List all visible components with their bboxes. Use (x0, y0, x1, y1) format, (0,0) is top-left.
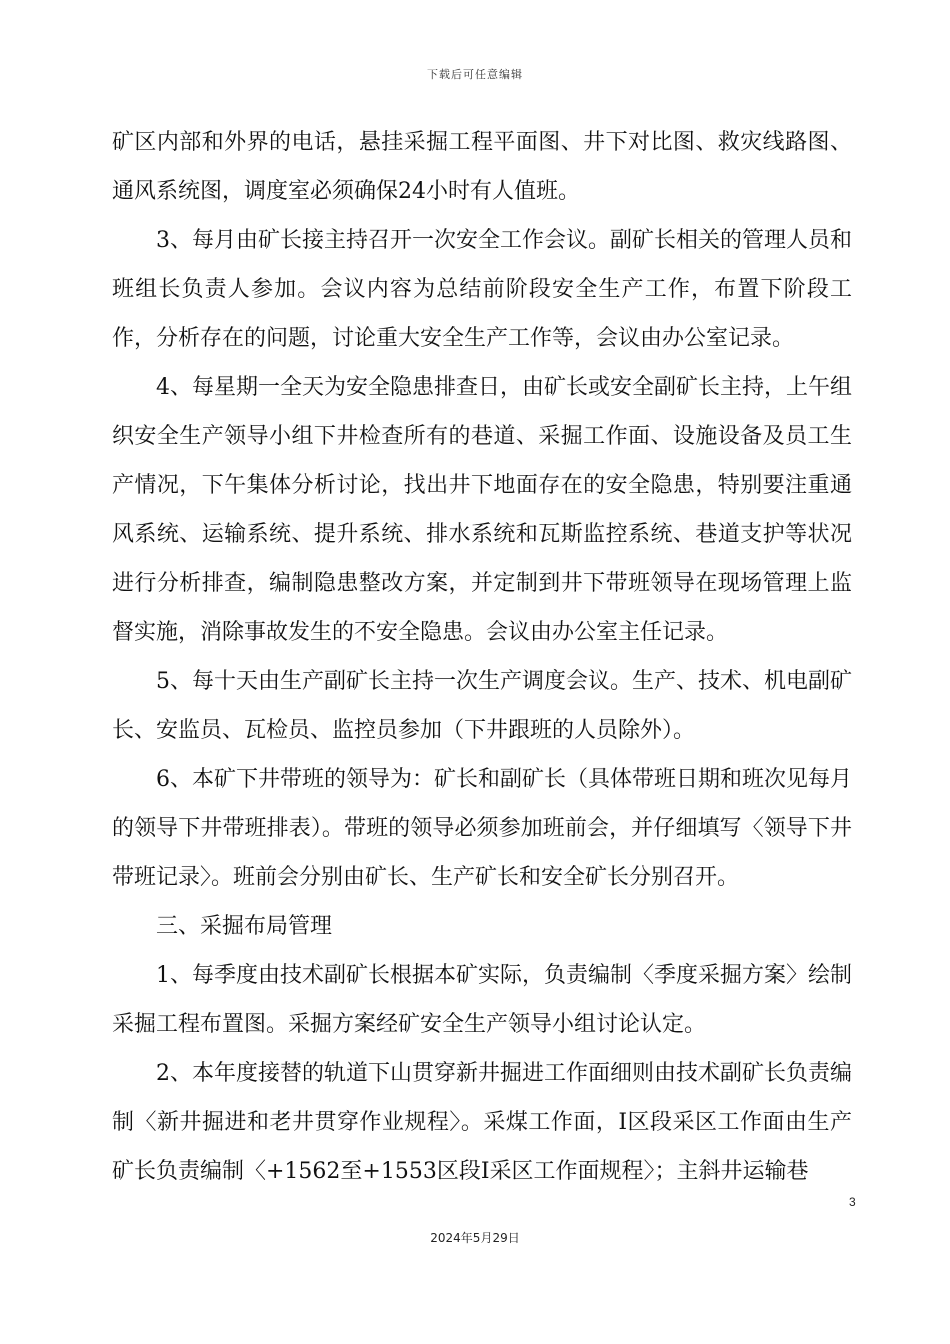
paragraph-item-4: 4、每星期一全天为安全隐患排查日，由矿长或安全副矿长主持，上午组织安全生产领导小组下井检查所有的巷道、采掘工作面、设施设备及员工生产情况，下午集体分析讨论，找出井下地面存在的安全隐患，特别要注重通风系统、运输系统、提升系统、排水系统和瓦斯监控系统、巷道支护等状况进行分析排查，编制隐患整改方案，并定制到井下带班领导在现场管理上监督实施，消除事故发生的不安全隐患。会议由办公室主任记录。 (112, 375, 852, 645)
paragraph-section-item-1: 1、每季度由技术副矿长根据本矿实际，负责编制〈季度采掘方案〉绘制采掘工程布置图。采掘方案经矿安全生产领导小组讨论认定。 (112, 963, 852, 1037)
document-body (112, 118, 852, 1196)
paragraph-item-3: 3、每月由矿长接主持召开一次安全工作会议。副矿长相关的管理人员和班组长负责人参加。会议内容为总结前阶段安全生产工作，布置下阶段工作，分析存在的问题，讨论重大安全生产工作等，会议由办公室记录。 (112, 228, 852, 351)
paragraph-section-item-2: 2、本年度接替的轨道下山贯穿新井掘进工作面细则由技术副矿长负责编制〈新井掘进和老井贯穿作业规程〉。采煤工作面，Ⅰ区段采区工作面由生产矿长负责编制〈+1562至+1553区段Ⅰ采区工作面规程〉；主斜井运输巷 (112, 1061, 852, 1184)
paragraph-continued: 矿区内部和外界的电话，悬挂采掘工程平面图、井下对比图、救灾线路图、通风系统图，调度室必须确保24小时有人值班。 (112, 130, 852, 204)
paragraph-item-6: 6、本矿下井带班的领导为：矿长和副矿长（具体带班日期和班次见每月的领导下井带班排表）。带班的领导必须参加班前会，并仔细填写〈领导下井带班记录〉。班前会分别由矿长、生产矿长和安全矿长分别召开。 (112, 767, 852, 890)
section-heading: 三、采掘布局管理 (156, 914, 333, 939)
page-number: 3 (849, 1195, 856, 1209)
page-footer-date: 2024年5月29日 (430, 1231, 520, 1245)
paragraph-item-5: 5、每十天由生产副矿长主持一次生产调度会议。生产、技术、机电副矿长、安监员、瓦检员、监控员参加（下井跟班的人员除外）。 (112, 669, 852, 743)
page-header: 下载后可任意编辑 (427, 68, 523, 81)
